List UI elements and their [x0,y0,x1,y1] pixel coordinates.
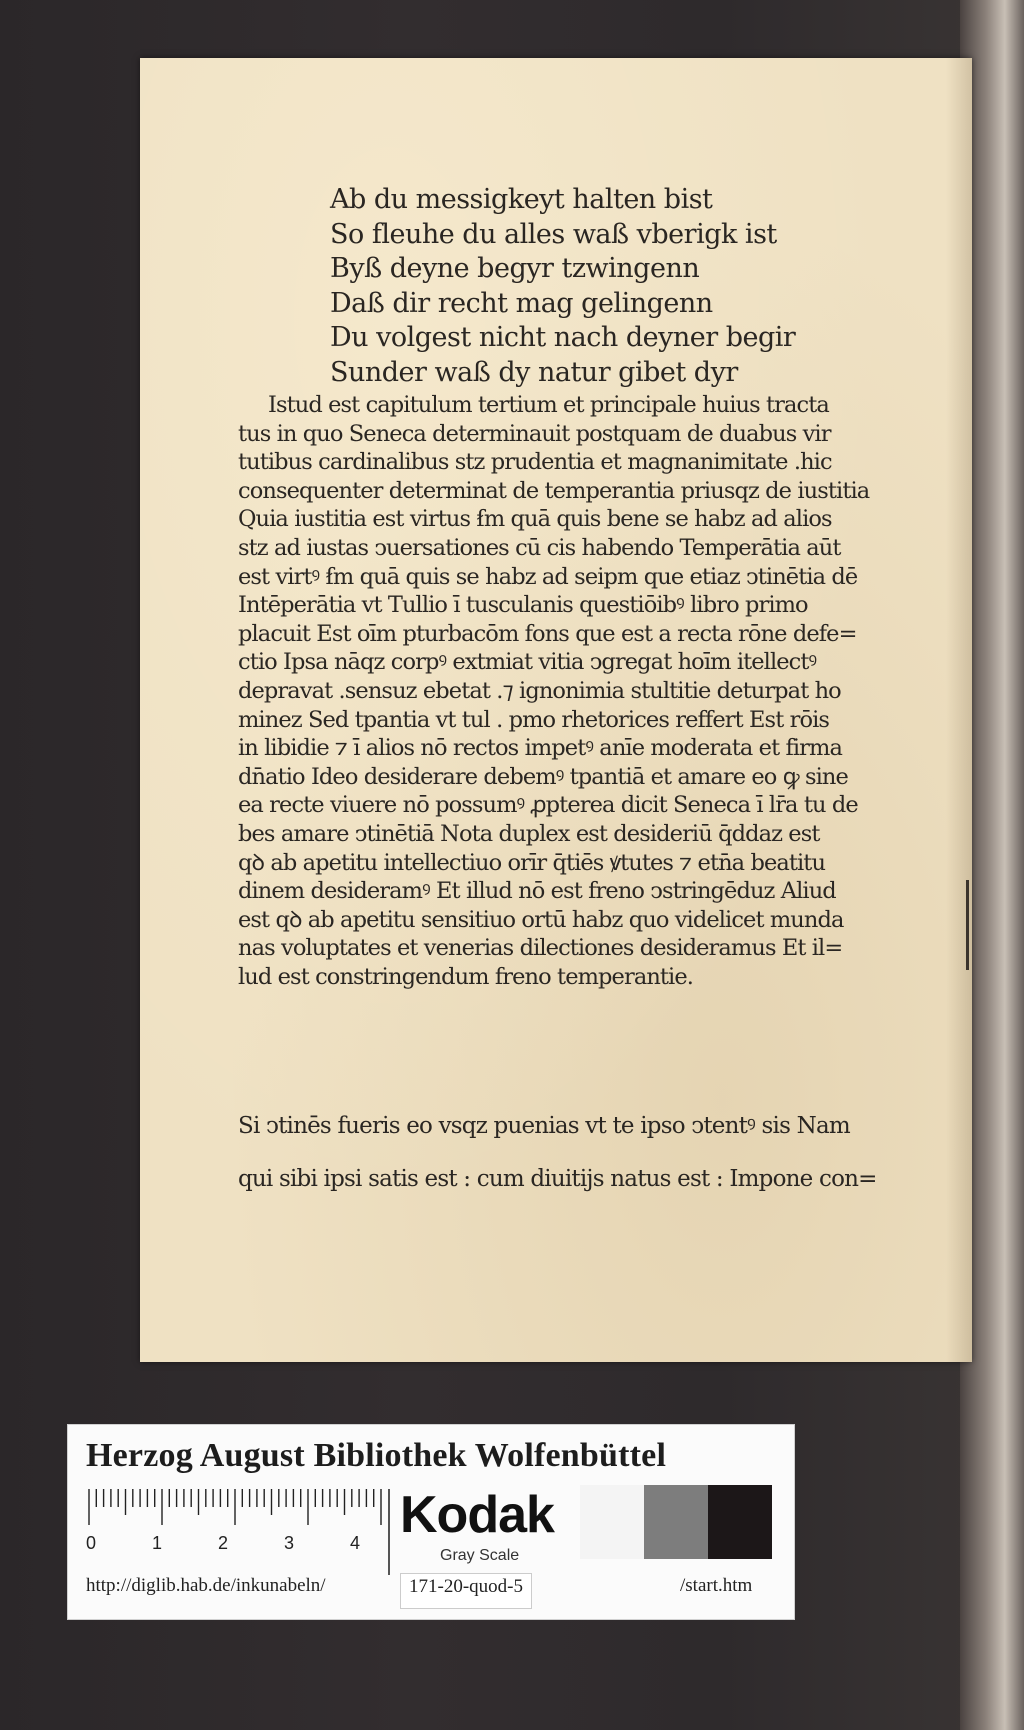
prose-line: Intēperātia vt Tullio ī tusculanis questiōibꝰ libro primo [238,592,808,619]
ruler-label: 3 [284,1533,295,1553]
prose-line: est virtꝰ ẜm quā quis se habz ad seipm que etiaz ↄtinētia dē [238,563,858,590]
ruler-ticks [86,1489,386,1525]
gray-patch-mid [644,1485,708,1559]
prose-line: placuit Est oīm pturbacōm fons que est a recta rōne defe= [238,620,857,647]
verse-line: Daß dir recht mag gelingenn [330,287,713,319]
prose-line: est qꝺ ab apetitu sensitiuo ortū habz quo videlicet munda [238,906,844,933]
verse-line: Du volgest nicht nach deyner begir [330,322,796,353]
ruler-label: 1 [152,1533,163,1553]
book-page [140,58,972,1362]
prose-line: dn̄atio Ideo desiderare debemꝰ tpantiā et amare eo ꝙ sine [238,763,848,790]
prose-line: depravat .sensuz ebetat .⁊ ignonimia stultitie deturpat ho [238,677,841,704]
gray-scale-label: Gray Scale [440,1547,520,1564]
closing-line: qui sibi ipsi satis est : cum diuitijs natus est : Impone con= [238,1166,877,1192]
prose-line: consequenter determinat de temperantia priusqz de iustitia [238,477,870,504]
prose-line: dinem desideramꝰ Et illud nō est freno ↄstringēduz Aliud [238,878,836,905]
page-gutter-shadow [946,58,972,1362]
prose-line: Istud est capitulum tertium et principale huius tracta [268,392,829,418]
gray-patch-white [580,1485,644,1559]
prose-line: tus in quo Seneca determinauit postquam de duabus vir [238,420,831,447]
start-page-link: /start.htm [680,1575,753,1596]
prose-line: minez Sed tpantia vt tul . pmo rhetorices reffert Est rōis [238,706,830,733]
prose-line: ea recte viuere nō possumꝰ ꝓpterea dicit Seneca ī lr̄a tu de [238,792,858,819]
prose-line: qꝺ ab apetitu intellectiuo orīr q̄tiēs ꝟtutes ⁊ etn̄a beatitu [238,849,826,876]
library-title: Herzog August Bibliothek Wolfenbüttel [86,1437,667,1474]
prose-line: in libidie ⁊ ī alios nō rectos impetꝰ anīe moderata et firma [238,735,842,762]
closing-line: Si ↄtinēs fueris eo vsqz puenias vt te ipso ↄtentꝰ sis Nam [238,1113,850,1139]
gray-patch-black [708,1485,772,1559]
ruler-label: 2 [218,1533,229,1553]
kodak-gray-scale [400,1485,554,1565]
measurement-ruler [86,1489,386,1559]
verse-line: Sunder waß dy natur gibet dyr [330,356,738,388]
margin-mark [966,880,969,970]
divider [388,1489,390,1575]
kodak-logo: Kodak [400,1486,554,1544]
verse-line: So fleuhe du alles waß vberigk ist [330,218,777,250]
prose-line: Quia iustitia est virtus ẜm quā quis bene se habz ad alios [238,506,832,533]
prose-line: bes amare ↄtinētiā Nota duplex est desideriū q̄ddaz est [238,820,820,847]
prose-line: stz ad iustas ↄuersationes cū cis habendo Temperātia aūt [238,534,841,561]
shelfmark-id: 171-20-quod-5 [400,1573,532,1609]
prose-line: ctio Ipsa nāqz corpꝰ extmiat vitia ↄgregat hoīm itellectꝰ [238,649,817,676]
ruler-label: 0 [86,1533,97,1553]
prose-line: nas voluptates et venerias dilectiones desideramus Et il= [238,935,843,962]
prose-line: lud est constringendum freno temperantie. [238,963,694,990]
prose-line: tutibus cardinalibus stz prudentia et magnanimitate .hic [238,449,832,476]
library-reference-card [67,1424,795,1620]
verse-block [330,183,890,390]
verse-line: Byß deyne begyr tzwingenn [330,253,700,284]
digital-library-url: http://diglib.hab.de/inkunabeln/ [86,1575,326,1596]
verse-line: Ab du messigkeyt halten bist [330,184,713,215]
commentary-block [238,391,918,991]
ruler-label: 4 [350,1533,361,1553]
